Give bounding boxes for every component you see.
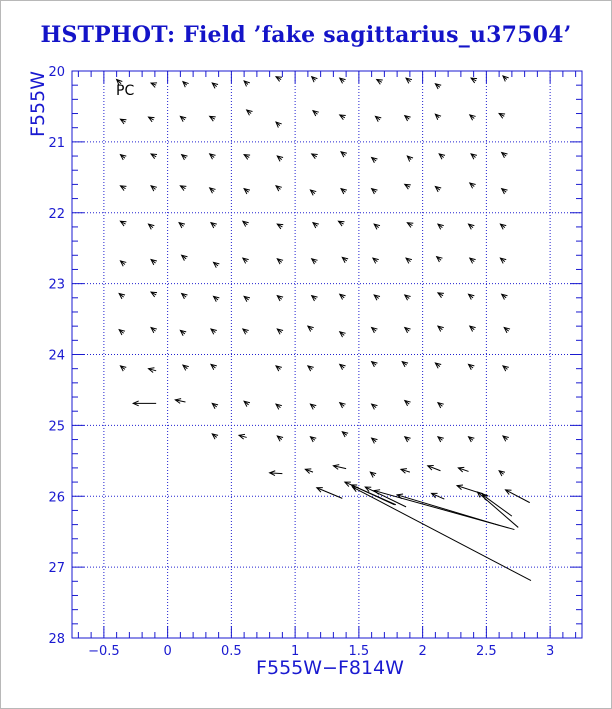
vector-arrow [312, 296, 318, 301]
vector-arrow [313, 111, 319, 116]
vector-arrow [313, 223, 319, 228]
vector-arrow [244, 155, 250, 160]
vector-arrow [277, 436, 283, 441]
x-tick-label: 3 [545, 644, 555, 659]
vector-arrow [340, 403, 346, 408]
vector-arrow [373, 258, 379, 263]
vector-arrow [370, 472, 376, 477]
x-tick-label: 2.5 [476, 644, 497, 659]
vector-arrow [405, 295, 411, 300]
vector-arrow [341, 152, 347, 157]
vector-arrow [405, 401, 411, 406]
vector-arrow [151, 83, 157, 88]
vector-arrow [182, 155, 188, 160]
vector-arrow [276, 77, 282, 82]
vector-arrow [310, 404, 316, 409]
vector-arrow [120, 366, 126, 371]
vector-arrow [211, 329, 217, 334]
vector-arrow [372, 404, 378, 409]
vector-arrow [372, 157, 378, 162]
vector-arrow [214, 296, 220, 301]
vector-arrow [406, 258, 412, 263]
vector-arrow [406, 78, 412, 83]
x-tick-label: 1 [290, 644, 300, 659]
y-tick-label: 26 [48, 490, 65, 506]
vector-arrow [180, 186, 186, 191]
vector-arrow [210, 116, 216, 121]
vector-arrow [470, 183, 476, 188]
vector-arrow [244, 189, 250, 194]
x-tick-label: −0.5 [88, 644, 120, 659]
vector-shaft [317, 488, 343, 499]
vector-arrow [503, 366, 509, 371]
vector-arrow [469, 437, 475, 442]
vector-arrow [470, 115, 476, 120]
vector-arrow [342, 432, 348, 437]
vector-arrow [277, 156, 283, 161]
vector-arrow [276, 186, 282, 191]
vector-arrow [402, 362, 408, 367]
y-tick-label: 21 [48, 135, 65, 151]
vector-arrow [341, 189, 347, 194]
vector-arrow [243, 329, 249, 334]
x-tick-label: 2 [418, 644, 427, 659]
vector-arrow [407, 156, 413, 162]
vector-arrow [372, 438, 378, 443]
vector-arrow [180, 330, 186, 335]
vector-shaft [353, 487, 532, 581]
vector-arrow [428, 465, 441, 470]
vector-arrow [469, 294, 475, 299]
vector-arrows [117, 76, 531, 581]
x-tick-label: 0.5 [221, 644, 242, 659]
vector-arrow [405, 116, 411, 121]
vector-arrow [435, 363, 441, 368]
vector-arrow [239, 434, 247, 439]
vector-arrow [119, 330, 125, 335]
vector-arrow [333, 465, 346, 470]
vector-arrow [312, 259, 318, 264]
vector-arrow [244, 296, 250, 301]
vector-arrow [469, 364, 475, 369]
vector-arrow [277, 259, 283, 264]
vector-arrow [120, 186, 126, 191]
vector-arrow [120, 221, 126, 226]
vector-arrow [119, 294, 125, 299]
vector-arrow [210, 154, 216, 159]
vector-arrow [149, 117, 155, 122]
vector-arrow [342, 257, 348, 262]
vector-arrow [276, 404, 282, 409]
vector-arrow [277, 329, 283, 334]
vector-arrow [211, 223, 217, 228]
vector-arrow [397, 494, 499, 525]
vector-arrow [244, 401, 250, 406]
vector-arrow [499, 114, 505, 119]
vector-arrow [183, 365, 189, 370]
vector-arrow [438, 224, 444, 229]
vector-arrow [372, 189, 378, 194]
vector-arrow [340, 332, 346, 337]
y-tick-label: 23 [48, 277, 65, 293]
vector-arrow [435, 84, 441, 89]
vector-arrow [506, 490, 530, 503]
vector-arrow [308, 326, 314, 331]
y-tick-label: 27 [48, 561, 65, 577]
vector-arrow [244, 81, 250, 87]
vector-arrow [483, 495, 512, 516]
vector-arrow [212, 403, 218, 408]
vector-arrow [312, 77, 318, 83]
vector-arrow [270, 471, 283, 476]
vector-arrow [438, 293, 444, 298]
vector-arrow [317, 488, 343, 499]
vector-arrow [340, 294, 346, 299]
chart-title: HSTPHOT: Field ’fake sagittarius_u37504’ [40, 22, 572, 48]
vector-arrow [471, 78, 477, 83]
vector-arrow [243, 221, 249, 226]
vector-arrow [469, 224, 475, 229]
vector-arrow [210, 188, 216, 193]
vector-arrow [149, 224, 155, 229]
vector-arrow [438, 403, 444, 408]
vector-arrow [211, 364, 217, 369]
vector-arrow [374, 224, 380, 229]
panel-label: PC [116, 83, 135, 99]
vector-arrow [458, 467, 468, 472]
vector-arrow [120, 155, 126, 160]
vector-arrow [499, 471, 505, 476]
y-tick-label: 20 [48, 65, 65, 80]
vector-arrow [504, 328, 510, 333]
vector-shaft [506, 490, 530, 503]
vector-arrow [175, 399, 185, 404]
vector-arrow [308, 366, 314, 371]
y-tick-label: 28 [48, 632, 65, 647]
vector-arrow [149, 368, 157, 373]
vector-arrow [437, 257, 443, 262]
vector-arrow [500, 224, 506, 229]
vector-arrow [312, 154, 318, 159]
vector-arrow [340, 115, 346, 120]
y-tick-label: 25 [48, 419, 65, 435]
x-tick-label: 0 [163, 644, 172, 659]
vector-arrow [277, 296, 283, 301]
vector-arrow [405, 437, 411, 442]
vector-shaft [397, 495, 499, 525]
vector-arrow [405, 328, 411, 333]
vector-arrow [407, 223, 413, 228]
vector-arrow [310, 437, 316, 442]
vector-arrow [120, 261, 126, 266]
vector-arrow [179, 223, 185, 228]
vector-arrow [151, 292, 157, 297]
vector-arrow [276, 122, 282, 128]
vector-arrow [377, 80, 383, 85]
vector-arrow [470, 258, 476, 263]
vector-arrow [151, 260, 157, 265]
vector-arrow [503, 76, 509, 82]
vector-arrow [338, 221, 344, 226]
x-axis-label: F555W−F814W [256, 657, 404, 679]
vector-arrow [374, 295, 380, 300]
vector-arrow [439, 154, 445, 159]
vector-arrow [212, 434, 218, 439]
vector-arrow [405, 184, 411, 189]
vector-arrow [243, 258, 249, 263]
vector-arrow [133, 401, 156, 406]
vector-arrow [182, 255, 188, 260]
vector-arrow [183, 82, 189, 88]
vector-arrow [372, 328, 378, 333]
vector-arrow [151, 186, 157, 191]
vector-arrow [471, 154, 477, 159]
vector-arrow [182, 294, 188, 299]
x-tick-label: 1.5 [348, 644, 370, 659]
vector-arrow [180, 116, 186, 121]
y-tick-label: 22 [48, 206, 65, 222]
vector-arrow [151, 154, 157, 159]
vector-arrow [340, 78, 346, 83]
vector-arrow [277, 224, 283, 229]
vector-arrow [372, 362, 378, 367]
vector-arrow [435, 187, 441, 192]
vector-arrow [470, 326, 476, 331]
vector-arrow [502, 294, 508, 299]
vector-arrow [305, 469, 313, 474]
vector-arrow [120, 119, 126, 124]
vector-arrow [276, 366, 282, 371]
vector-arrow [375, 116, 381, 121]
vector-arrow [503, 436, 509, 441]
vector-arrow [401, 469, 410, 474]
vector-arrow [432, 493, 445, 499]
vector-arrow [247, 110, 253, 115]
vector-arrow [435, 114, 441, 120]
vector-arrow [212, 83, 218, 88]
vector-arrow [353, 487, 532, 581]
vector-arrow [500, 258, 506, 263]
vector-arrow [502, 189, 508, 194]
vector-arrow [214, 262, 220, 267]
vector-arrow [438, 326, 444, 331]
vector-arrow [438, 437, 444, 442]
vector-arrow [340, 364, 346, 369]
vector-arrow [310, 190, 316, 195]
y-axis-label: F555W [27, 71, 49, 137]
vector-arrow [502, 153, 508, 158]
vector-shaft [483, 495, 512, 516]
y-tick-label: 24 [48, 348, 65, 364]
vector-arrow [151, 328, 157, 333]
